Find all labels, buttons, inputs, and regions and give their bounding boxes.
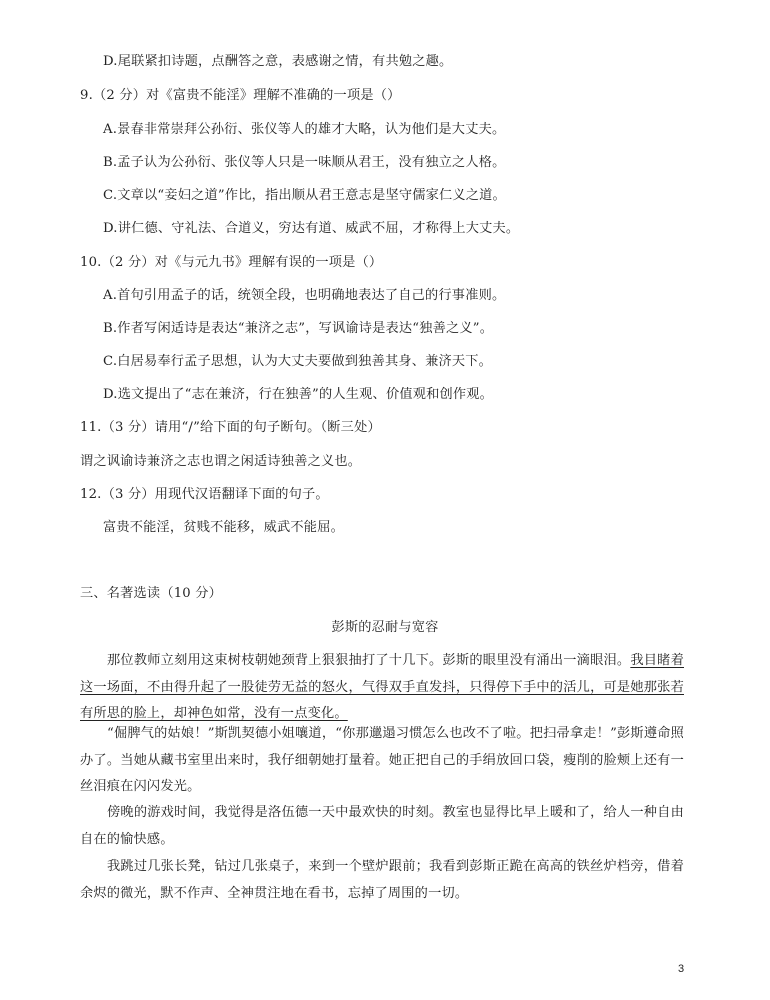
q12-sentence: 富贵不能淫，贫贱不能移，威武不能屈。 <box>103 520 344 535</box>
passage-title: 彭斯的忍耐与宽容 <box>331 620 439 635</box>
page-number: 3 <box>678 963 685 975</box>
q10-option-a: A.首句引用孟子的话，统领全段，也明确地表达了自己的行事准则。 <box>103 288 506 303</box>
q12-stem: 12.（3 分）用现代汉语翻译下面的句子。 <box>80 487 329 502</box>
q9-option-b: B.孟子认为公孙衍、张仪等人只是一味顺从君王，没有独立之人格。 <box>103 155 506 170</box>
q9-option-d: D.讲仁德、守礼法、合道义，穷达有道、威武不屈，才称得上大丈夫。 <box>103 221 520 236</box>
underlined-sentence: 我目睹着这一场面，不由得升起了一股徒劳无益的怒火，气得双手直发抖，只得停下手中的活儿，可是她那张若有所思的脸上，却神色如常，没有一点变化。 <box>80 653 684 721</box>
paragraph-1-text: 那位教师立刻用这束树枝朝她颈背上狠狠抽打了十几下。彭斯的眼里没有涌出一滴眼泪。 <box>107 653 631 668</box>
q9-option-c: C.文章以“妾妇之道”作比，指出顺从君王意志是坚守儒家仁义之道。 <box>103 188 506 203</box>
passage-paragraph-2: “倔脾气的姑娘！”斯凯契德小姐嚷道，“你那邋遢习惯怎么也改不了啦。把扫帚拿走！”彭斯遵命照办了。当她从藏书室里出来时，我仔细朝她打量着。她正把自己的手绢放回口袋，瘦削的脸颊上还有一丝泪痕在闪闪发光。 <box>80 726 684 794</box>
passage-paragraph-3: 傍晚的游戏时间，我觉得是洛伍德一天中最欢快的时刻。教室也显得比早上暖和了，给人一种自由自在的愉快感。 <box>80 805 684 847</box>
q10-option-c: C.白居易奉行孟子思想，认为大丈夫要做到独善其身、兼济天下。 <box>103 354 493 369</box>
passage-paragraph-1 <box>80 648 684 728</box>
q9-option-a: A.景春非常崇拜公孙衍、张仪等人的雄才大略，认为他们是大丈夫。 <box>103 122 506 137</box>
q10-option-d: D.选文提出了“志在兼济，行在独善”的人生观、价值观和创作观。 <box>103 387 494 402</box>
passage-paragraph-4: 我跳过几张长凳，钻过几张桌子，来到一个壁炉跟前；我看到彭斯正跪在高高的铁丝炉档旁，借着余烬的微光，默不作声、全神贯注地在看书，忘掉了周围的一切。 <box>80 859 684 901</box>
q11-sentence: 谓之讽谕诗兼济之志也谓之闲适诗独善之义也。 <box>80 454 362 469</box>
q8-option-d: D.尾联紧扣诗题，点酬答之意，表感谢之情，有共勉之趣。 <box>103 54 453 69</box>
q9-stem: 9.（2 分）对《富贵不能淫》理解不准确的一项是（） <box>80 88 401 103</box>
section3-heading: 三、名著选读（10 分） <box>80 586 223 601</box>
q10-option-b: B.作者写闲适诗是表达“兼济之志”，写讽谕诗是表达“独善之义”。 <box>103 321 494 336</box>
q10-stem: 10.（2 分）对《与元九书》理解有误的一项是（） <box>80 255 383 270</box>
q11-stem: 11.（3 分）请用“/”给下面的句子断句。（断三处） <box>80 420 381 435</box>
